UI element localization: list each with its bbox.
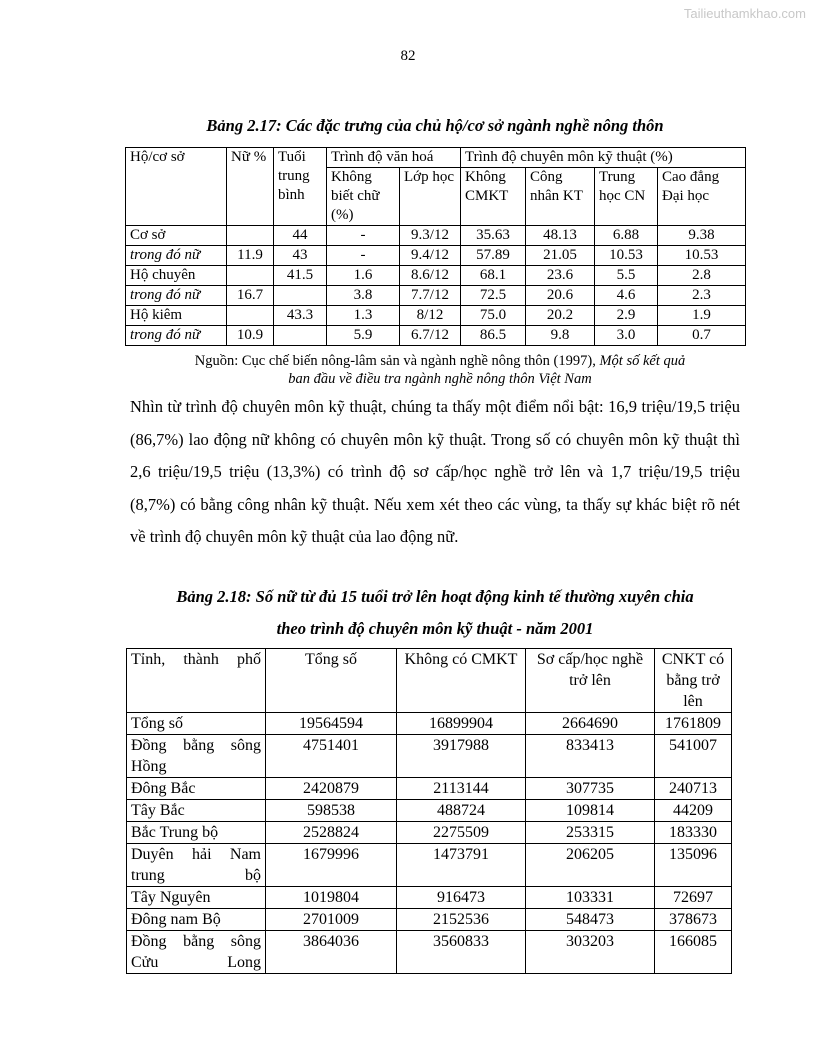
table1-source [130, 352, 750, 388]
table-cell: 9.3/12 [400, 226, 461, 246]
table-cell: 1679996 [266, 844, 397, 887]
table-cell: 916473 [397, 887, 526, 909]
table-cell: 41.5 [274, 266, 327, 286]
row-label: Đồng bằng sông Cửu Long [127, 931, 266, 974]
table-cell: 3560833 [397, 931, 526, 974]
header-college: Cao đẳng Đại học [658, 168, 746, 226]
table-cell: 3864036 [266, 931, 397, 974]
table-cell [227, 226, 274, 246]
table-row [126, 306, 746, 326]
table-cell: 9.38 [658, 226, 746, 246]
table-cell: 35.63 [461, 226, 526, 246]
table2-body [127, 713, 732, 974]
table-cell: 2152536 [397, 909, 526, 931]
header-secondary: Trung học CN [595, 168, 658, 226]
table2-caption-line1: Bảng 2.18: Số nữ từ đủ 15 tuổi trở lên hoạt động kinh tế thường xuyên chia [176, 587, 694, 606]
table2-caption-line2: theo trình độ chuyên môn kỹ thuật - năm 2001 [276, 619, 594, 638]
table-cell: 166085 [655, 931, 732, 974]
source-title-b: ban đầu về điều tra ngành nghề nông thôn Việt Nam [288, 371, 592, 387]
column-header: Không có CMKT [397, 649, 526, 713]
table-cell [274, 286, 327, 306]
table1 [125, 147, 746, 346]
table-cell: 103331 [526, 887, 655, 909]
source-title-a: Một số kết quả [599, 353, 686, 369]
table-cell: 9.4/12 [400, 246, 461, 266]
table-row [127, 931, 732, 974]
source-prefix: Nguồn: Cục chế biến nông-lâm sản và ngành nghề nông thôn (1997), [194, 353, 600, 369]
table-row [126, 326, 746, 346]
table-cell: 8.6/12 [400, 266, 461, 286]
table-cell: 16899904 [397, 713, 526, 735]
table-cell: 303203 [526, 931, 655, 974]
table-cell: 541007 [655, 735, 732, 778]
table-cell: 4751401 [266, 735, 397, 778]
table-cell: 1019804 [266, 887, 397, 909]
table-cell: 10.53 [658, 246, 746, 266]
table-cell: 57.89 [461, 246, 526, 266]
table-cell: 2528824 [266, 822, 397, 844]
table-cell: 11.9 [227, 246, 274, 266]
table-cell: 3.8 [327, 286, 400, 306]
header-age: Tuổi trung bình [274, 148, 327, 226]
row-label: trong đó nữ [126, 286, 227, 306]
table-cell: 9.8 [526, 326, 595, 346]
table-cell: 2.9 [595, 306, 658, 326]
row-label: Đông Bắc [127, 778, 266, 800]
table-cell [227, 266, 274, 286]
table-row [127, 887, 732, 909]
table-cell: 183330 [655, 822, 732, 844]
column-header: Tổng số [266, 649, 397, 713]
table-cell: 253315 [526, 822, 655, 844]
table-cell: 23.6 [526, 266, 595, 286]
table-cell: 20.2 [526, 306, 595, 326]
table-cell [227, 306, 274, 326]
table-cell: 2420879 [266, 778, 397, 800]
table-cell: 86.5 [461, 326, 526, 346]
table-row [127, 844, 732, 887]
table-cell: 48.13 [526, 226, 595, 246]
table-cell: 378673 [655, 909, 732, 931]
table-cell: 1.3 [327, 306, 400, 326]
column-header: CNKT có bằng trở lên [655, 649, 732, 713]
table-cell: 3.0 [595, 326, 658, 346]
table-row [127, 735, 732, 778]
row-label: trong đó nữ [126, 246, 227, 266]
row-label: Đông nam Bộ [127, 909, 266, 931]
row-label: Tây Nguyên [127, 887, 266, 909]
table-cell: 43 [274, 246, 327, 266]
table-cell: 2.8 [658, 266, 746, 286]
table-cell: 1761809 [655, 713, 732, 735]
table-cell: 10.53 [595, 246, 658, 266]
table-cell: 206205 [526, 844, 655, 887]
table-cell: 240713 [655, 778, 732, 800]
table-cell: 2664690 [526, 713, 655, 735]
table-cell: 1.6 [327, 266, 400, 286]
table-row [127, 713, 732, 735]
table-cell: 109814 [526, 800, 655, 822]
table-cell: 2701009 [266, 909, 397, 931]
header-no-cmkt: Không CMKT [461, 168, 526, 226]
table-row [126, 226, 746, 246]
table-cell: 7.7/12 [400, 286, 461, 306]
table-row [126, 286, 746, 306]
table-cell: 598538 [266, 800, 397, 822]
header-education: Trình độ văn hoá [327, 148, 461, 168]
table-cell: 20.6 [526, 286, 595, 306]
table-cell: 0.7 [658, 326, 746, 346]
row-label: Duyên hải Nam trung bộ [127, 844, 266, 887]
table-cell: 135096 [655, 844, 732, 887]
header-unit: Hộ/cơ sở [126, 148, 227, 226]
column-header: Tỉnh, thành phố [127, 649, 266, 713]
table-row [126, 246, 746, 266]
table2-header-row [127, 649, 732, 713]
row-label: Hộ kiêm [126, 306, 227, 326]
header-illiterate: Không biết chữ (%) [327, 168, 400, 226]
table-cell: - [327, 226, 400, 246]
table-cell [274, 326, 327, 346]
table-cell: 488724 [397, 800, 526, 822]
table-cell: 75.0 [461, 306, 526, 326]
table-cell: 307735 [526, 778, 655, 800]
table1-caption: Bảng 2.17: Các đặc trưng của chủ hộ/cơ sở ngành nghề nông thôn [206, 116, 664, 135]
watermark: Tailieuthamkhao.com [683, 6, 806, 21]
table-cell: 68.1 [461, 266, 526, 286]
table-cell: 2.3 [658, 286, 746, 306]
table-cell: 1.9 [658, 306, 746, 326]
table-row [127, 909, 732, 931]
table-cell: - [327, 246, 400, 266]
row-label: Đồng bằng sông Hồng [127, 735, 266, 778]
table-cell: 3917988 [397, 735, 526, 778]
table-cell: 5.5 [595, 266, 658, 286]
body-paragraph: Nhìn từ trình độ chuyên môn kỹ thuật, chúng ta thấy một điểm nổi bật: 16,9 triệu/19,5 triệu (86,7%) lao động nữ không có chuyên môn kỹ thuật. Trong số có chuyên môn kỹ thuật thì 2,6 triệu/19,5 triệu (13,3%) có trình độ sơ cấp/học nghề trở lên và 1,7 triệu/19,5 triệu (8,7%) có bằng công nhân kỹ thuật. Nếu xem xét theo các vùng, ta thấy sự khác biệt rõ nét về trình độ chuyên môn kỹ thuật của lao động nữ. [130, 397, 740, 547]
table-row [127, 800, 732, 822]
header-technical: Trình độ chuyên môn kỹ thuật (%) [461, 148, 746, 168]
table-cell: 72697 [655, 887, 732, 909]
table-cell: 72.5 [461, 286, 526, 306]
table-cell: 19564594 [266, 713, 397, 735]
table-cell: 43.3 [274, 306, 327, 326]
table-cell: 21.05 [526, 246, 595, 266]
table1-body [126, 226, 746, 346]
row-label: trong đó nữ [126, 326, 227, 346]
table-cell: 16.7 [227, 286, 274, 306]
column-header: Sơ cấp/học nghề trở lên [526, 649, 655, 713]
table-cell: 6.7/12 [400, 326, 461, 346]
table-cell: 4.6 [595, 286, 658, 306]
table-cell: 2113144 [397, 778, 526, 800]
table2 [126, 648, 732, 974]
page-number: 82 [400, 48, 416, 64]
table-cell: 8/12 [400, 306, 461, 326]
table-row [127, 822, 732, 844]
row-label: Hộ chuyên [126, 266, 227, 286]
header-grade: Lớp học [400, 168, 461, 226]
table-cell: 6.88 [595, 226, 658, 246]
table-cell: 5.9 [327, 326, 400, 346]
row-label: Bắc Trung bộ [127, 822, 266, 844]
header-worker: Công nhân KT [526, 168, 595, 226]
table-cell: 44 [274, 226, 327, 246]
table-cell: 2275509 [397, 822, 526, 844]
row-label: Tổng số [127, 713, 266, 735]
table-row [127, 778, 732, 800]
table-cell: 44209 [655, 800, 732, 822]
row-label: Cơ sở [126, 226, 227, 246]
table-cell: 833413 [526, 735, 655, 778]
header-female: Nữ % [227, 148, 274, 226]
table-cell: 10.9 [227, 326, 274, 346]
table-cell: 1473791 [397, 844, 526, 887]
row-label: Tây Bắc [127, 800, 266, 822]
table-row [126, 266, 746, 286]
table-cell: 548473 [526, 909, 655, 931]
